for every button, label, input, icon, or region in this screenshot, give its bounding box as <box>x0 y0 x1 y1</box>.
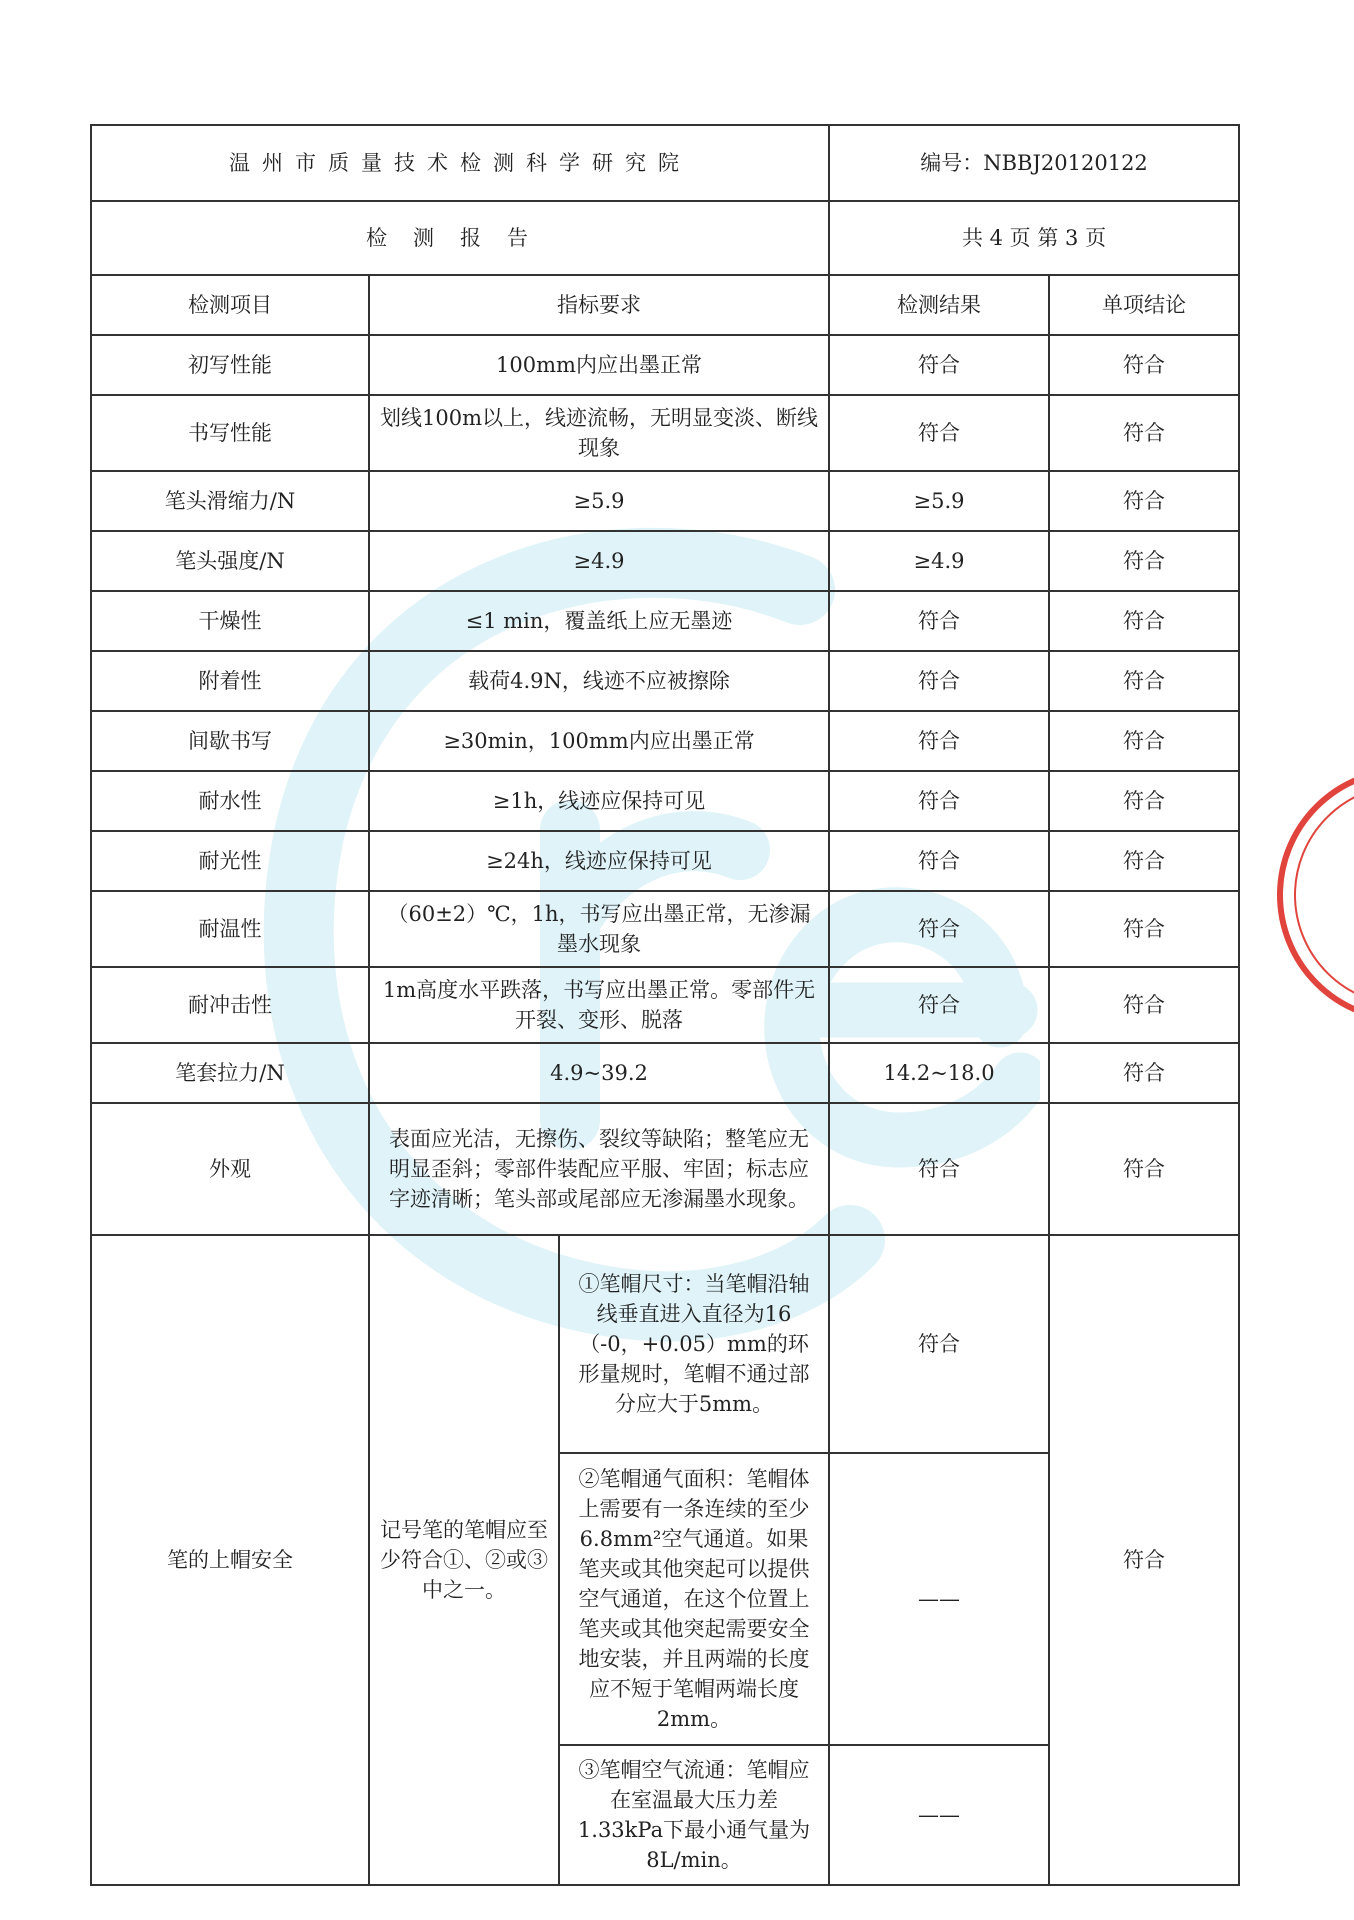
cap-safety-item: 笔的上帽安全 <box>91 1235 369 1885</box>
row-result: 符合 <box>829 591 1049 651</box>
row-result: 符合 <box>829 771 1049 831</box>
row-requirement: ≤1 min，覆盖纸上应无墨迹 <box>369 591 829 651</box>
table-row <box>91 531 1239 591</box>
table-row <box>91 335 1239 395</box>
institute-name: 温州市质量技术检测科学研究院 <box>91 125 829 201</box>
row-conclusion: 符合 <box>1049 471 1239 531</box>
table-row <box>91 471 1239 531</box>
table-row <box>91 831 1239 891</box>
row-conclusion: 符合 <box>1049 967 1239 1043</box>
cap-sub-result-2: —— <box>829 1453 1049 1745</box>
report-title: 检测报告 <box>91 201 829 275</box>
row-conclusion: 符合 <box>1049 335 1239 395</box>
header-row-title <box>91 201 1239 275</box>
report-number: 编号：NBBJ20120122 <box>829 125 1239 201</box>
row-result: 符合 <box>829 1103 1049 1235</box>
row-item: 附着性 <box>91 651 369 711</box>
row-requirement: 载荷4.9N，线迹不应被擦除 <box>369 651 829 711</box>
report-table <box>90 124 1240 1886</box>
row-item: 初写性能 <box>91 335 369 395</box>
row-conclusion: 符合 <box>1049 1103 1239 1235</box>
column-header-conclusion: 单项结论 <box>1049 275 1239 335</box>
cap-sub-requirement-3: ③笔帽空气流通：笔帽应在室温最大压力差1.33kPa下最小通气量为8L/min。 <box>559 1745 829 1885</box>
row-item: 干燥性 <box>91 591 369 651</box>
row-requirement: ≥30min，100mm内应出墨正常 <box>369 711 829 771</box>
row-result: 符合 <box>829 831 1049 891</box>
page-info: 共 4 页 第 3 页 <box>829 201 1239 275</box>
row-result: 符合 <box>829 967 1049 1043</box>
row-conclusion: 符合 <box>1049 711 1239 771</box>
table-row <box>91 395 1239 471</box>
row-conclusion: 符合 <box>1049 531 1239 591</box>
row-result: 符合 <box>829 711 1049 771</box>
row-requirement: 1m高度水平跌落，书写应出墨正常。零部件无开裂、变形、脱落 <box>369 967 829 1043</box>
row-item: 耐温性 <box>91 891 369 967</box>
cap-sub-requirement-1: ①笔帽尺寸：当笔帽沿轴线垂直进入直径为16（-0，+0.05）mm的环形量规时，笔帽不通过部分应大于5mm。 <box>559 1235 829 1453</box>
row-requirement: （60±2）℃，1h，书写应出墨正常，无渗漏墨水现象 <box>369 891 829 967</box>
cap-safety-row <box>91 1235 1239 1453</box>
row-requirement: 划线100m以上，线迹流畅，无明显变淡、断线现象 <box>369 395 829 471</box>
row-conclusion: 符合 <box>1049 771 1239 831</box>
row-requirement: ≥5.9 <box>369 471 829 531</box>
table-row <box>91 591 1239 651</box>
row-conclusion: 符合 <box>1049 651 1239 711</box>
row-conclusion: 符合 <box>1049 591 1239 651</box>
row-requirement: 4.9~39.2 <box>369 1043 829 1103</box>
row-item: 书写性能 <box>91 395 369 471</box>
table-row <box>91 1103 1239 1235</box>
red-seal-stamp <box>1270 760 1354 1030</box>
cap-safety-requirement: 记号笔的笔帽应至少符合①、②或③中之一。 <box>369 1235 559 1885</box>
row-requirement: ≥1h，线迹应保持可见 <box>369 771 829 831</box>
column-header-requirement: 指标要求 <box>369 275 829 335</box>
cap-safety-conclusion: 符合 <box>1049 1235 1239 1885</box>
row-item: 笔头滑缩力/N <box>91 471 369 531</box>
row-requirement: ≥4.9 <box>369 531 829 591</box>
header-row-institute <box>91 125 1239 201</box>
table-row <box>91 771 1239 831</box>
table-row <box>91 711 1239 771</box>
row-result: 符合 <box>829 651 1049 711</box>
row-result: 符合 <box>829 335 1049 395</box>
row-item: 笔套拉力/N <box>91 1043 369 1103</box>
column-header-result: 检测结果 <box>829 275 1049 335</box>
table-row <box>91 967 1239 1043</box>
row-result: 符合 <box>829 891 1049 967</box>
row-item: 耐水性 <box>91 771 369 831</box>
column-header-row <box>91 275 1239 335</box>
table-row <box>91 1043 1239 1103</box>
row-conclusion: 符合 <box>1049 831 1239 891</box>
row-item: 外观 <box>91 1103 369 1235</box>
row-result: 符合 <box>829 395 1049 471</box>
cap-sub-result-1: 符合 <box>829 1235 1049 1453</box>
row-item: 笔头强度/N <box>91 531 369 591</box>
cap-sub-requirement-2: ②笔帽通气面积：笔帽体上需要有一条连续的至少6.8mm²空气通道。如果笔夹或其他突起可以提供空气通道，在这个位置上笔夹或其他突起需要安全地安装，并且两端的长度应不短于笔帽两端长度2mm。 <box>559 1453 829 1745</box>
row-requirement: ≥24h，线迹应保持可见 <box>369 831 829 891</box>
row-result: 14.2~18.0 <box>829 1043 1049 1103</box>
row-item: 间歇书写 <box>91 711 369 771</box>
table-row <box>91 651 1239 711</box>
row-result: ≥4.9 <box>829 531 1049 591</box>
row-result: ≥5.9 <box>829 471 1049 531</box>
row-item: 耐冲击性 <box>91 967 369 1043</box>
row-requirement: 表面应光洁，无擦伤、裂纹等缺陷；整笔应无明显歪斜；零部件装配应平服、牢固；标志应字迹清晰；笔头部或尾部应无渗漏墨水现象。 <box>369 1103 829 1235</box>
row-item: 耐光性 <box>91 831 369 891</box>
column-header-item: 检测项目 <box>91 275 369 335</box>
row-requirement: 100mm内应出墨正常 <box>369 335 829 395</box>
cap-sub-result-3: —— <box>829 1745 1049 1885</box>
row-conclusion: 符合 <box>1049 395 1239 471</box>
table-row <box>91 891 1239 967</box>
row-conclusion: 符合 <box>1049 1043 1239 1103</box>
row-conclusion: 符合 <box>1049 891 1239 967</box>
